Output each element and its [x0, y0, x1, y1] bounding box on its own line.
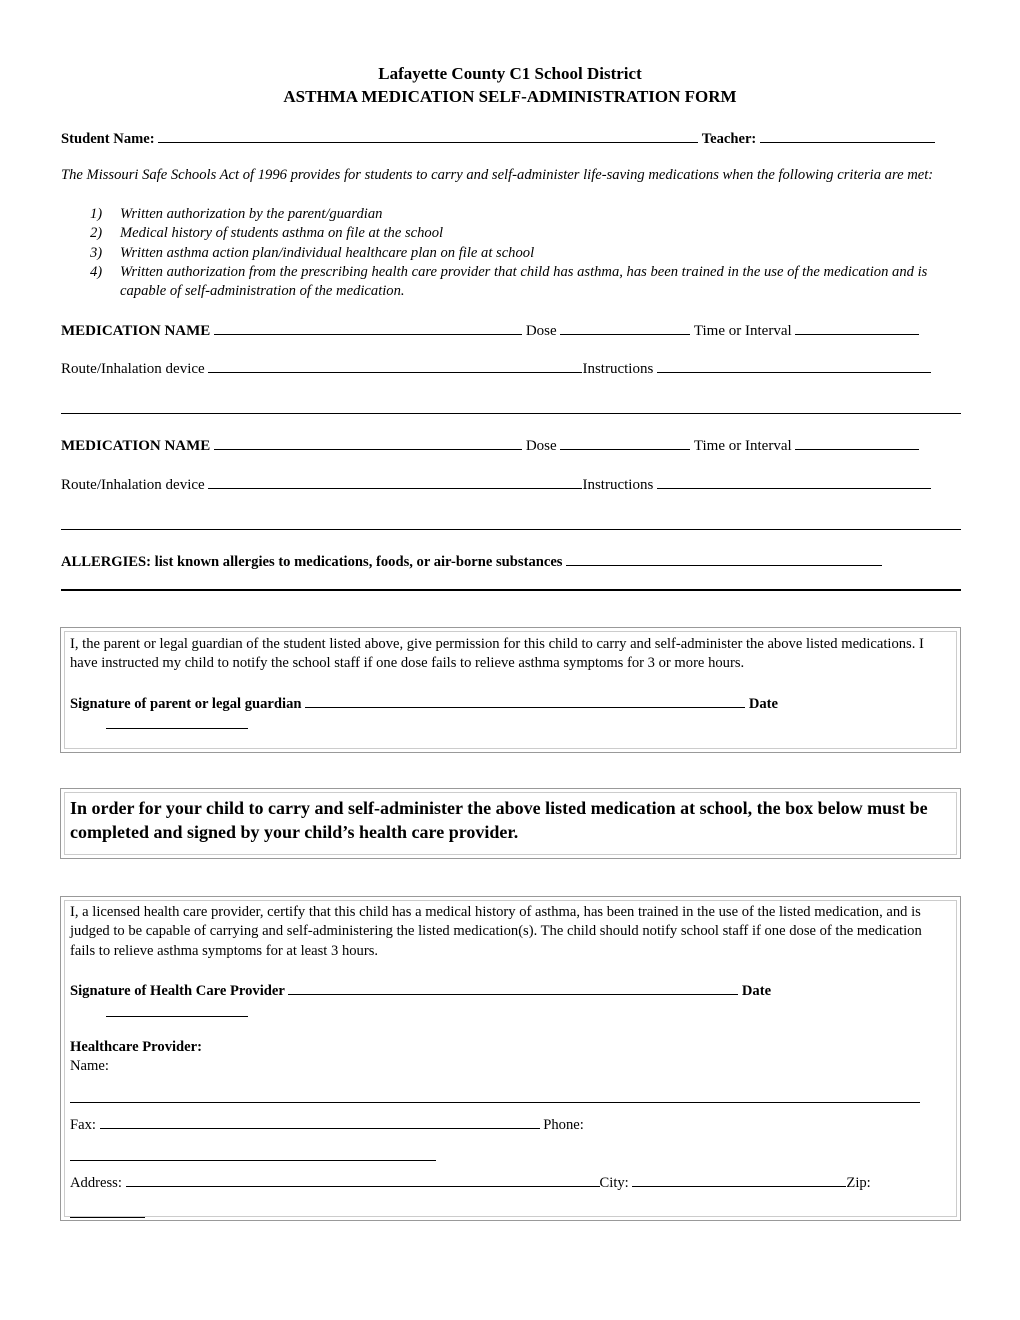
medication-2-dose-field[interactable]	[560, 435, 690, 450]
allergies-field[interactable]	[566, 551, 882, 566]
student-name-field[interactable]	[158, 128, 698, 143]
medication-1-interval-field[interactable]	[795, 320, 919, 335]
teacher-label: Teacher:	[701, 131, 757, 147]
city-label: City:	[599, 1175, 629, 1191]
allergies-label: ALLERGIES: list known allergies to medications, foods, or air-borne substances	[61, 554, 563, 570]
list-item: 3) Written asthma action plan/individual healthcare plan on file at school	[90, 244, 535, 261]
interval-label: Time or Interval	[693, 438, 792, 454]
medication-name-label: MEDICATION NAME	[61, 438, 211, 454]
fax-field[interactable]	[100, 1114, 540, 1129]
list-item: 2) Medical history of students asthma on file at the school	[90, 225, 444, 242]
medication-2-row	[61, 435, 919, 455]
provider-notice-text: In order for your child to carry and self-administer the above listed medication at school, the box below must be completed and signed by your child’s health care provider.	[70, 798, 928, 842]
medication-1-row	[61, 320, 919, 340]
medication-1-route-row	[61, 358, 931, 378]
teacher-field[interactable]	[760, 128, 935, 143]
medication-2-extra-line[interactable]	[61, 529, 961, 530]
list-item: 4) Written authorization from the prescribing health care provider that child has asthma, has been trained in the use of the medication and is capable of self-administration of the medication.	[90, 263, 928, 300]
fax-label: Fax:	[70, 1117, 96, 1133]
parent-date-field[interactable]	[106, 728, 248, 729]
medication-2-instructions-field[interactable]	[657, 474, 931, 489]
address-label: Address:	[70, 1175, 122, 1191]
zip-label: Zip:	[846, 1175, 871, 1191]
allergies-extra-line[interactable]	[61, 589, 961, 591]
provider-signature-row	[70, 980, 771, 1001]
dose-label: Dose	[525, 323, 557, 339]
parent-date-label: Date	[748, 696, 778, 712]
city-field[interactable]	[632, 1172, 846, 1187]
phone-label: Phone:	[543, 1117, 584, 1133]
medication-name-label: MEDICATION NAME	[61, 323, 211, 339]
provider-date-label: Date	[741, 983, 772, 999]
criteria-list	[90, 205, 950, 301]
dose-label: Dose	[525, 438, 557, 454]
parent-signature-label: Signature of parent or legal guardian	[70, 696, 302, 712]
phone-field[interactable]	[70, 1160, 436, 1161]
healthcare-provider-heading: Healthcare Provider:	[70, 1039, 202, 1055]
district-title: Lafayette County C1 School District	[378, 64, 642, 83]
fax-phone-row	[70, 1114, 584, 1135]
parent-signature-field[interactable]	[305, 693, 745, 708]
medication-2-route-row	[61, 474, 931, 494]
parent-permission-box	[60, 627, 961, 753]
parent-permission-text: I, the parent or legal guardian of the student listed above, give permission for this child to carry and self-administer the above listed medications. I have instructed my child to notify the school staff if one dose fails to relieve asthma symptoms for 3 or more hours.	[70, 636, 924, 672]
medication-2-interval-field[interactable]	[795, 435, 919, 450]
provider-certification-text: I, a licensed health care provider, certify that this child has a medical history of asthma, has been trained in the use of the listed medication, and is judged to be capable of carrying and self-administering the listed medication(s). The child should notify school staff if one dose of the medication fails to relieve asthma symptoms for at least 3 hours.	[70, 904, 922, 959]
interval-label: Time or Interval	[693, 323, 792, 339]
parent-signature-row	[70, 693, 778, 714]
zip-field[interactable]	[70, 1217, 145, 1218]
allergies-row	[61, 551, 882, 571]
provider-signature-field[interactable]	[288, 980, 738, 995]
instructions-label: Instructions	[582, 361, 654, 377]
intro-text: The Missouri Safe Schools Act of 1996 provides for students to carry and self-administer life-saving medications when the following criteria are met:	[61, 167, 934, 183]
list-item: 1) Written authorization by the parent/guardian	[90, 206, 383, 222]
medication-1-name-field[interactable]	[214, 320, 522, 335]
provider-certification-box	[60, 896, 961, 1221]
instructions-label: Instructions	[582, 477, 654, 493]
medication-1-extra-line[interactable]	[61, 413, 961, 414]
provider-signature-label: Signature of Health Care Provider	[70, 983, 285, 999]
medication-2-name-field[interactable]	[214, 435, 522, 450]
medication-1-instructions-field[interactable]	[657, 358, 931, 373]
medication-2-route-field[interactable]	[208, 474, 582, 489]
provider-notice-box	[60, 788, 961, 859]
provider-date-field[interactable]	[106, 1016, 248, 1017]
student-row	[61, 128, 935, 148]
address-row	[70, 1172, 871, 1193]
form-title: ASTHMA MEDICATION SELF-ADMINISTRATION FORM	[283, 87, 737, 106]
provider-name-label: Name:	[70, 1058, 109, 1074]
medication-1-route-field[interactable]	[208, 358, 582, 373]
route-label: Route/Inhalation device	[61, 361, 205, 377]
provider-name-field[interactable]	[70, 1102, 920, 1103]
medication-1-dose-field[interactable]	[560, 320, 690, 335]
route-label: Route/Inhalation device	[61, 477, 205, 493]
student-name-label: Student Name:	[61, 131, 155, 147]
address-field[interactable]	[126, 1172, 600, 1187]
